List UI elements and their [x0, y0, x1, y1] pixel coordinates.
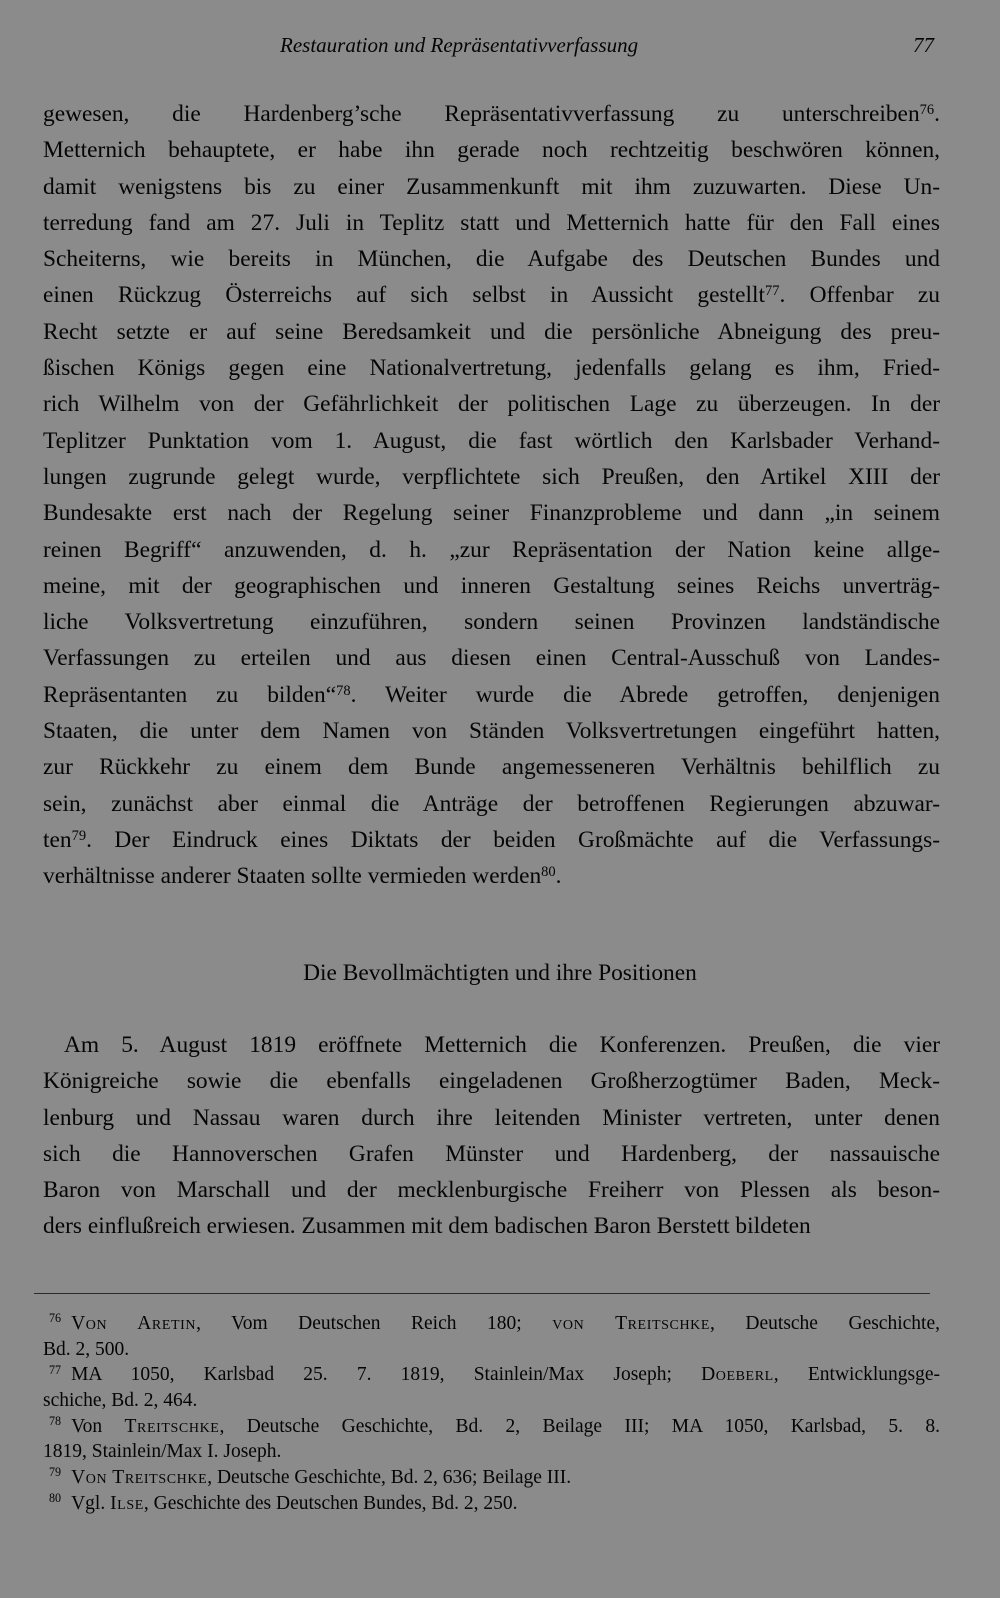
text-line	[43, 386, 940, 422]
footnote-reference: 80	[541, 863, 556, 880]
text-line	[43, 1136, 940, 1172]
text-line	[43, 713, 940, 749]
text-line	[43, 96, 940, 132]
footnote-text: , Vom Deutschen Reich 180;	[196, 1313, 553, 1334]
footnote-number: 80	[49, 1491, 62, 1506]
line-text: terredung fand am 27. Juli in Teplitz statt und Metternich hatte für den Fall eines	[43, 209, 940, 236]
footnote-text: schiche, Bd. 2, 464.	[43, 1390, 198, 1412]
line-text: gewesen, die Hardenberg’sche Repräsentativverfassung zu unterschreiben	[43, 101, 920, 127]
footnote-number: 76	[49, 1311, 62, 1326]
page-header	[0, 33, 1000, 63]
line-text: Repräsentanten zu bilden“	[43, 681, 337, 708]
text-line	[43, 350, 940, 386]
author-name: Doeberl	[701, 1364, 774, 1386]
line-text: Recht setzte er auf seine Beredsamkeit und die persönliche Abneigung des preu-	[43, 318, 940, 345]
footnote-number: 79	[49, 1465, 62, 1480]
text-line	[43, 1100, 940, 1136]
footnote-line	[43, 1362, 940, 1388]
footnote-text: Von	[71, 1415, 125, 1437]
author-name: Von Treitschke	[71, 1467, 208, 1489]
footnote-text: MA 1050, Karlsbad 25. 7. 1819, Stainlein/Max Joseph;	[71, 1364, 702, 1386]
footnote-line	[43, 1311, 940, 1337]
author-name: Treitschke	[124, 1415, 220, 1437]
text-line	[43, 241, 940, 277]
section-heading: Die Bevollmächtigten und ihre Positionen	[303, 960, 697, 986]
footnote-number: 77	[49, 1362, 62, 1377]
text-line	[43, 677, 940, 713]
text-line	[43, 277, 940, 313]
line-text: Teplitzer Punktation vom 1. August, die fast wörtlich den Karlsbader Verhand-	[43, 427, 940, 454]
footnotes	[43, 1311, 940, 1517]
line-text: Staaten, die unter dem Namen von Ständen Volksvertretungen eingeführt hatten,	[43, 718, 940, 745]
footnote-text: , Entwicklungsge-	[773, 1364, 940, 1386]
line-text: Königreiche sowie die ebenfalls eingeladenen Großherzogtümer Baden, Meck-	[43, 1068, 940, 1095]
line-text: zur Rückkehr zu einem dem Bunde angemesseneren Verhältnis behilflich zu	[43, 754, 940, 781]
footnote-reference: 77	[764, 283, 780, 300]
line-text: ten	[43, 826, 72, 853]
text-line	[43, 749, 940, 785]
author-name: Ilse	[110, 1492, 144, 1514]
footnote-line	[43, 1414, 940, 1440]
line-text: ders einflußreich erwiesen. Zusammen mit dem badischen Baron Berstett bildeten	[43, 1213, 811, 1240]
footnote-number: 78	[49, 1414, 62, 1429]
footnote-separator	[34, 1293, 930, 1294]
line-text: lungen zugrunde gelegt wurde, verpflichtete sich Preußen, den Artikel XIII der	[43, 463, 940, 490]
text-line	[43, 1172, 940, 1208]
text-line	[43, 568, 940, 604]
text-line	[43, 640, 940, 676]
text-line	[43, 604, 940, 640]
line-text: . Weiter wurde die Abrede getroffen, denjenigen	[350, 681, 940, 708]
line-text: Verfassungen zu erteilen und aus diesen einen Central-Ausschuß von Landes-	[43, 645, 940, 672]
line-text: Baron von Marschall und der mecklenburgische Freiherr von Plessen als beson-	[43, 1177, 940, 1204]
line-text: meine, mit der geographischen und inneren Gestaltung seines Reichs unverträg-	[43, 572, 940, 599]
footnote-text: , Geschichte des Deutschen Bundes, Bd. 2, 250.	[143, 1492, 518, 1514]
line-text: . Offenbar zu	[779, 282, 940, 309]
line-text: sich die Hannoverschen Grafen Münster und Hardenberg, der nassauische	[43, 1140, 940, 1167]
footnote-reference: 78	[336, 682, 351, 699]
text-line	[43, 314, 940, 350]
line-text: Am 5. August 1819 eröffnete Metternich die Konferenzen. Preußen, die vier	[64, 1032, 940, 1058]
line-text: rich Wilhelm von der Gefährlichkeit der politischen Lage zu überzeugen. In der	[43, 391, 940, 418]
line-text: . Der Eindruck eines Diktats der beiden Großmächte auf die Verfassungs-	[86, 826, 940, 853]
footnote-line	[43, 1388, 940, 1414]
page-number: 77	[913, 33, 934, 57]
line-text: sein, zunächst aber einmal die Anträge der betroffenen Regierungen abzuwar-	[43, 790, 940, 817]
line-text: lenburg und Nassau waren durch ihre leitenden Minister vertreten, unter denen	[43, 1104, 940, 1131]
footnote-line	[43, 1465, 940, 1491]
line-text: reinen Begriff“ anzuwenden, d. h. „zur Repräsentation der Nation keine allge-	[43, 536, 940, 563]
text-line	[43, 423, 940, 459]
footnote-line	[43, 1439, 940, 1465]
text-line	[43, 495, 940, 531]
text-line	[43, 132, 940, 168]
text-line	[43, 1208, 940, 1244]
footnote-line	[43, 1491, 940, 1517]
footnote-text: , Deutsche Geschichte,	[710, 1313, 940, 1334]
author-name: Von Aretin	[71, 1313, 197, 1334]
text-line	[43, 1063, 940, 1099]
footnote-text: , Deutsche Geschichte, Bd. 2, Beilage III; MA 1050, Karlsbad, 5. 8.	[219, 1415, 940, 1437]
text-line	[43, 532, 940, 568]
footnote-text: 1819, Stainlein/Max I. Joseph.	[43, 1441, 282, 1463]
running-title: Restauration und Repräsentativverfassung	[280, 33, 639, 57]
footnote-text: , Deutsche Geschichte, Bd. 2, 636; Beilage III.	[207, 1467, 572, 1489]
footnote-reference: 76	[919, 101, 935, 118]
text-line	[43, 858, 940, 894]
body-paragraph	[43, 96, 940, 895]
text-line	[43, 786, 940, 822]
text-line	[43, 205, 940, 241]
line-text: einen Rückzug Österreichs auf sich selbst in Aussicht gestellt	[43, 282, 765, 309]
footnote-line	[43, 1337, 940, 1363]
line-text: Scheiterns, wie bereits in München, die Aufgabe des Deutschen Bundes und	[43, 246, 940, 273]
text-line	[43, 822, 940, 858]
footnote-text: Vgl.	[71, 1492, 111, 1514]
line-text: .	[555, 863, 562, 890]
text-line	[43, 459, 940, 495]
author-name: von Treitschke	[552, 1313, 711, 1334]
line-text: .	[934, 101, 940, 127]
line-text: ßischen Königs gegen eine Nationalvertretung, jedenfalls gelang es ihm, Fried-	[43, 355, 940, 382]
footnote-reference: 79	[71, 827, 87, 844]
text-line	[43, 169, 940, 205]
footnote-text: Bd. 2, 500.	[43, 1338, 130, 1360]
line-text: liche Volksvertretung einzuführen, sondern seinen Provinzen landständische	[43, 609, 940, 636]
line-text: Bundesakte erst nach der Regelung seiner Finanzprobleme und dann „in seinem	[43, 500, 940, 527]
body-paragraph	[43, 1027, 940, 1245]
line-text: verhältnisse anderer Staaten sollte vermieden werden	[43, 863, 542, 890]
text-line	[43, 1027, 940, 1063]
line-text: damit wenigstens bis zu einer Zusammenkunft mit ihm zuzuwarten. Diese Un-	[43, 173, 940, 200]
line-text: Metternich behauptete, er habe ihn gerade noch rechtzeitig beschwören können,	[43, 137, 940, 164]
